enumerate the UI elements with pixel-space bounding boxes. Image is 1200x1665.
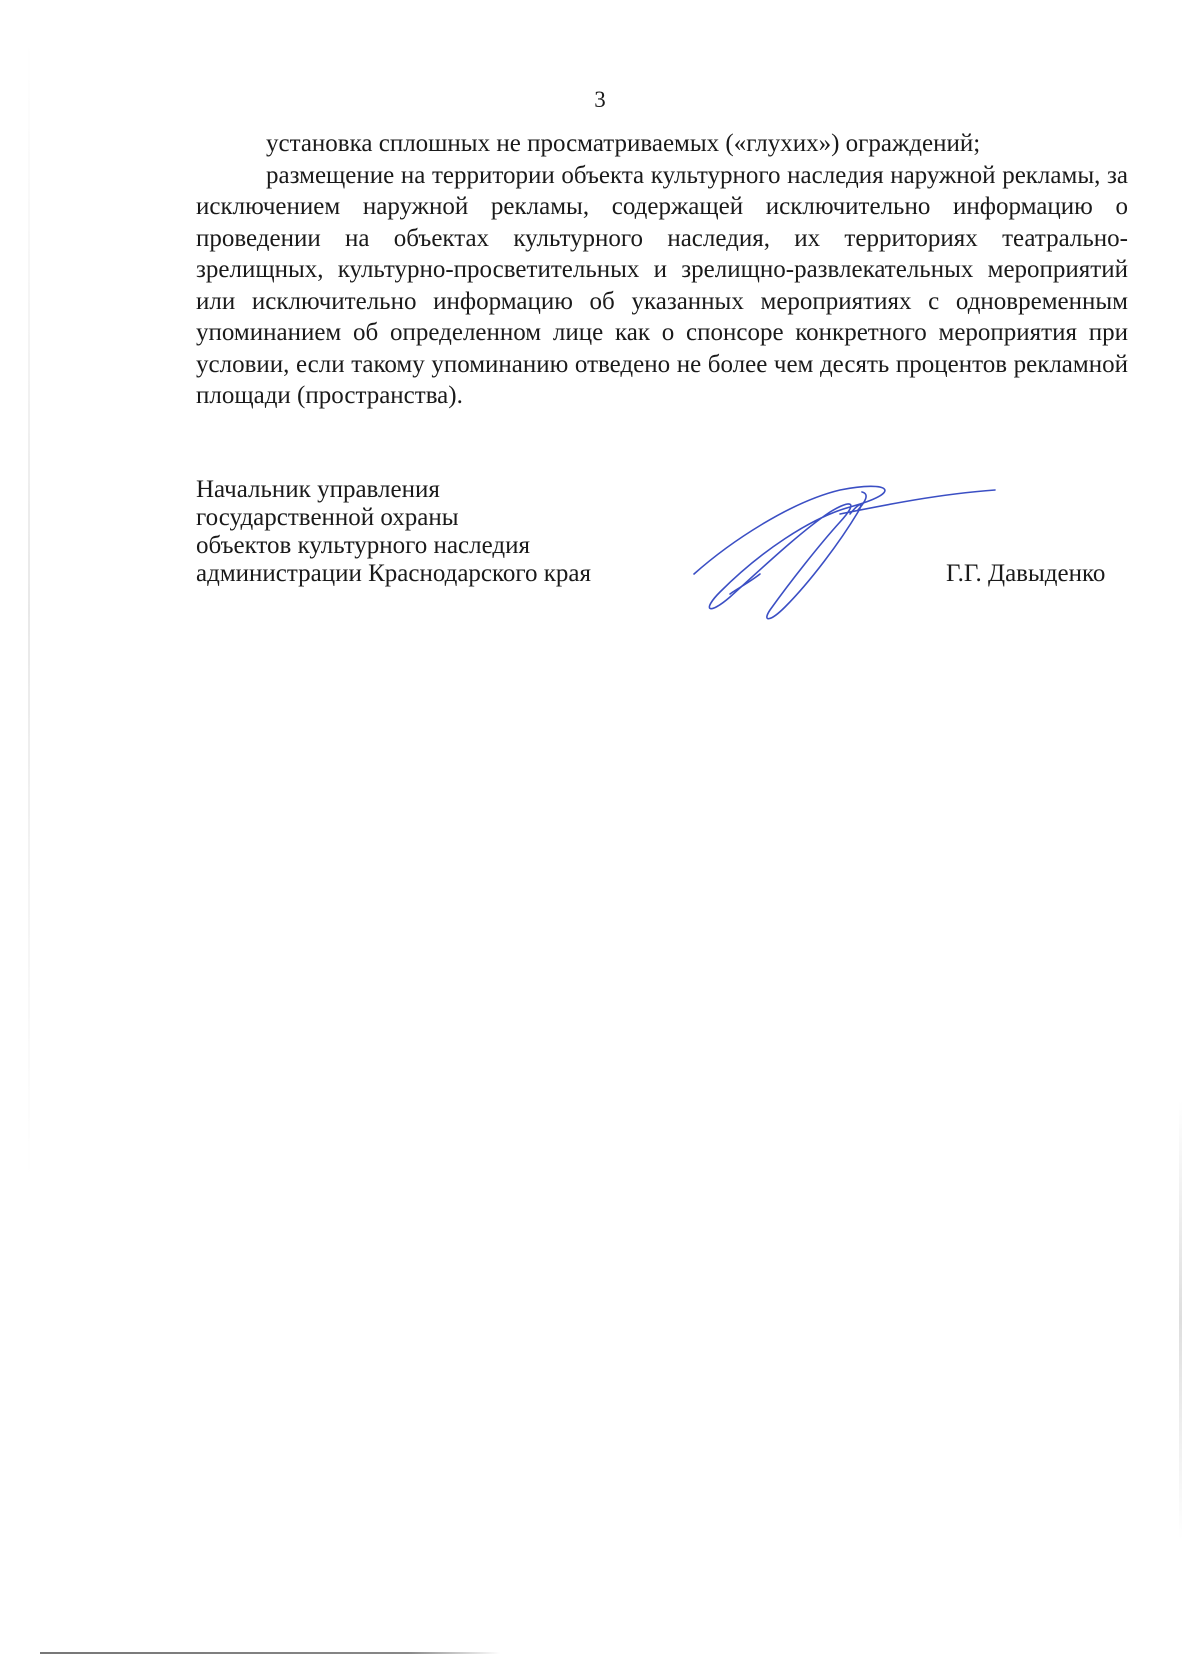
body-text (196, 128, 1128, 412)
scan-edge-left (28, 40, 30, 1180)
handwritten-signature (690, 482, 1000, 632)
signer-title-line: администрации Краснодарского края (196, 560, 592, 587)
scan-edge-right (1179, 1100, 1182, 1540)
signer-name: Г.Г. Давыденко (946, 560, 1106, 587)
paragraph-advertising: размещение на территории объекта культурного наследия наружной рекламы, за исключением наружной рекламы, содержащей исключительно информацию о проведении на объектах культурного наследия, их территориях театрально-зрелищных, культурно-просветительных и зрелищно-развлекательных мероприятий или исключительно информацию об указанных мероприятиях с одновременным упоминанием об определенном лице как о спонсоре конкретного мероприятия при условии, если такому упоминанию отведено не более чем десять процентов рекламной площади (пространства). (196, 161, 1128, 409)
paragraph-fences: установка сплошных не просматриваемых («глухих») ограждений; (266, 130, 981, 157)
signer-title-line: Начальник управления (196, 476, 440, 503)
signature-stroke (694, 486, 885, 618)
signature-stroke (858, 492, 866, 510)
page-number: 3 (594, 87, 606, 112)
signer-title-line: объектов культурного наследия (196, 532, 530, 559)
footer-rule (40, 1652, 500, 1654)
signer-title (196, 476, 591, 588)
signer-title-line: государственной охраны (196, 504, 459, 531)
signature-stroke (730, 574, 760, 594)
